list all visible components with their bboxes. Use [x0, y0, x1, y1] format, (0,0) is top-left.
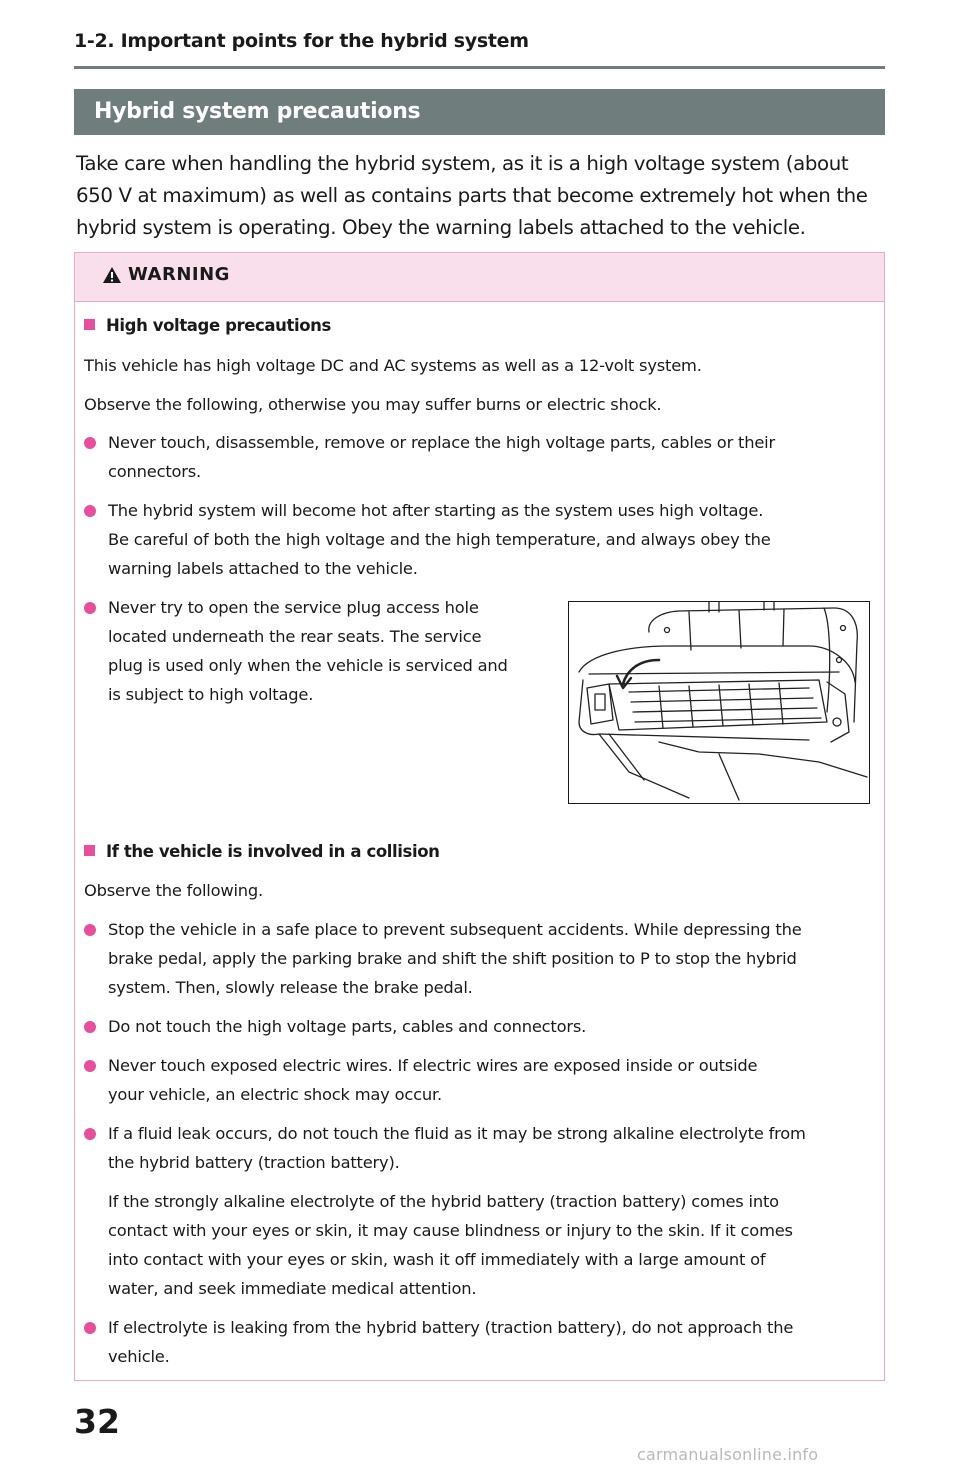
bullet-dot-icon	[84, 924, 96, 936]
intro-line: 650 V at maximum) as well as contains parts that become extremely hot when the	[76, 184, 868, 207]
bullet-line: Stop the vehicle in a safe place to prevent subsequent accidents. While depressing the	[108, 920, 802, 939]
bullet-line: Never touch exposed electric wires. If electric wires are exposed inside or outside	[108, 1056, 758, 1075]
bullet-line: water, and seek immediate medical attention.	[108, 1279, 477, 1298]
bullet-line: located underneath the rear seats. The service	[108, 627, 482, 646]
bullet-dot-icon	[84, 1021, 96, 1033]
bullet-line: Be careful of both the high voltage and the high temperature, and always obey the	[108, 530, 771, 549]
warning-title: WARNING	[128, 264, 230, 285]
header-divider	[74, 66, 885, 69]
bullet-line: system. Then, slowly release the brake pedal.	[108, 978, 473, 997]
bullet-line: plug is used only when the vehicle is serviced and	[108, 656, 508, 675]
site-watermark: carmanualsonline.info	[637, 1445, 819, 1464]
section-title: Hybrid system precautions	[74, 89, 885, 135]
warning-header	[75, 253, 884, 302]
collision-heading: If the vehicle is involved in a collision	[84, 837, 440, 866]
bullet-line: Never touch, disassemble, remove or replace the high voltage parts, cables or their	[108, 433, 775, 452]
bullet-continuation	[84, 1187, 884, 1303]
high-voltage-heading: High voltage precautions	[84, 311, 331, 340]
bullet-line: your vehicle, an electric shock may occur.	[108, 1085, 442, 1104]
bullet-dot-icon	[84, 505, 96, 517]
intro-line: Take care when handling the hybrid system, as it is a high voltage system (about	[76, 152, 849, 175]
bullet-dot-icon	[84, 1060, 96, 1072]
bullet-line: the hybrid battery (traction battery).	[108, 1153, 400, 1172]
bullet-line: The hybrid system will become hot after starting as the system uses high voltage.	[108, 501, 764, 520]
bullet-line: contact with your eyes or skin, it may cause blindness or injury to the skin. If it comes	[108, 1221, 793, 1240]
bullet-line: vehicle.	[108, 1347, 170, 1366]
high-voltage-para: Observe the following, otherwise you may suffer burns or electric shock.	[84, 395, 662, 414]
bullet-line: Never try to open the service plug access hole	[108, 598, 479, 617]
bullet-item	[84, 1051, 884, 1109]
square-bullet-icon	[84, 845, 95, 856]
bullet-item	[84, 1012, 884, 1041]
bullet-line: If a fluid leak occurs, do not touch the fluid as it may be strong alkaline electrolyte from	[108, 1124, 806, 1143]
intro-paragraph	[76, 148, 888, 244]
chapter-header: 1-2. Important points for the hybrid system	[74, 30, 529, 52]
collision-para: Observe the following.	[84, 881, 264, 900]
square-bullet-icon	[84, 319, 95, 330]
bullet-line: is subject to high voltage.	[108, 685, 314, 704]
bullet-line: Do not touch the high voltage parts, cables and connectors.	[108, 1017, 587, 1036]
bullet-line: into contact with your eyes or skin, wash it off immediately with a large amount of	[108, 1250, 766, 1269]
bullet-item	[84, 496, 884, 583]
rear-seat-service-plug-illustration	[568, 601, 870, 804]
bullet-item	[84, 428, 884, 486]
bullet-dot-icon	[84, 1322, 96, 1334]
page-number: 32	[74, 1402, 120, 1441]
bullet-line: warning labels attached to the vehicle.	[108, 559, 418, 578]
bullet-dot-icon	[84, 602, 96, 614]
intro-line: hybrid system is operating. Obey the warning labels attached to the vehicle.	[76, 216, 806, 239]
bullet-dot-icon	[84, 1128, 96, 1140]
bullet-item	[84, 593, 544, 709]
bullet-line: If the strongly alkaline electrolyte of the hybrid battery (traction battery) comes into	[108, 1192, 779, 1211]
bullet-item	[84, 1119, 884, 1177]
bullet-item	[84, 915, 884, 1002]
bullet-dot-icon	[84, 437, 96, 449]
bullet-line: connectors.	[108, 462, 202, 481]
warning-triangle-icon	[102, 266, 122, 288]
high-voltage-para: This vehicle has high voltage DC and AC systems as well as a 12-volt system.	[84, 356, 702, 375]
bullet-item	[84, 1313, 884, 1371]
bullet-line: If electrolyte is leaking from the hybrid battery (traction battery), do not approach the	[108, 1318, 794, 1337]
bullet-line: brake pedal, apply the parking brake and shift the shift position to P to stop the hybrid	[108, 949, 797, 968]
